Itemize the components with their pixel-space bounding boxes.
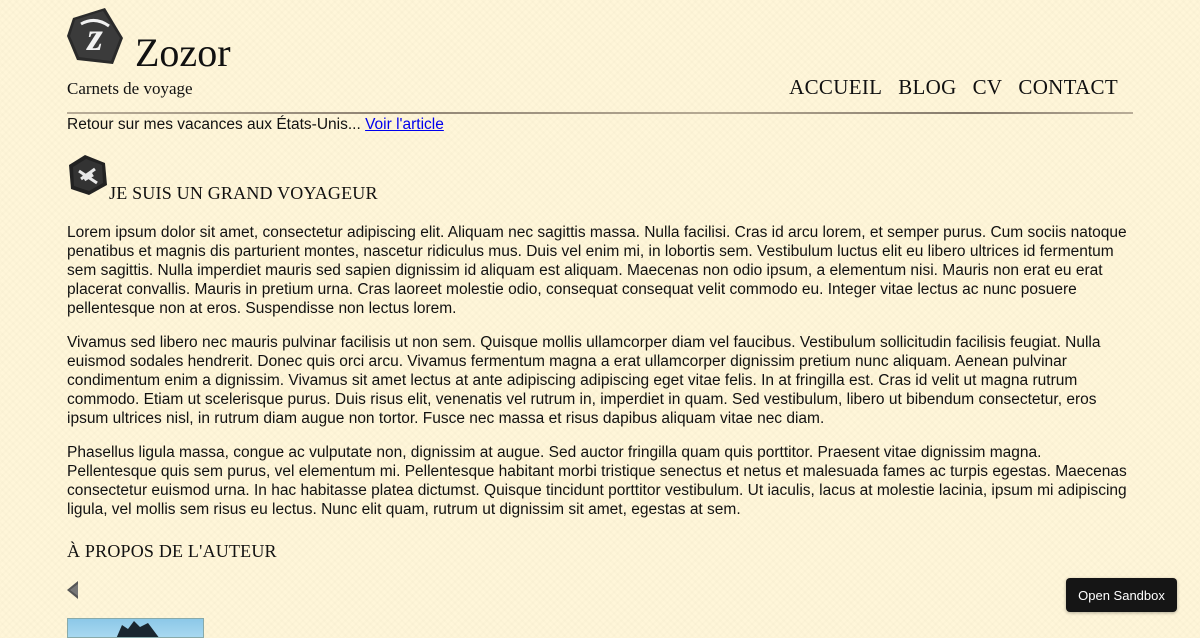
article-body bbox=[67, 223, 1133, 534]
nav-item-accueil[interactable]: ACCUEIL bbox=[789, 75, 883, 99]
author-photo bbox=[67, 618, 204, 638]
header-divider bbox=[67, 112, 1133, 114]
about-author-title: À PROPOS DE L'AUTEUR bbox=[67, 541, 277, 561]
author-photo-silhouette bbox=[68, 619, 204, 638]
announcement-banner bbox=[67, 116, 444, 134]
nav-item-blog[interactable]: BLOG bbox=[898, 75, 957, 99]
zozor-logo-icon[interactable] bbox=[67, 8, 125, 68]
read-article-link[interactable]: Voir l'article bbox=[365, 116, 444, 133]
open-sandbox-button[interactable]: Open Sandbox bbox=[1066, 578, 1177, 612]
site-title[interactable]: Zozor bbox=[135, 30, 231, 75]
nav-item-contact[interactable]: CONTACT bbox=[1018, 75, 1118, 99]
site-header bbox=[67, 0, 1133, 114]
nav-item-cv[interactable]: CV bbox=[972, 75, 1003, 99]
page-container bbox=[67, 0, 1133, 561]
article-paragraph: Phasellus ligula massa, congue ac vulputate non, dignissim at augue. Sed auctor fringilla quam quis porttitor. Praesent vitae dignissim magna. Pellentesque quis sem purus, vel elementum mi. Pellentesque habitant morbi tristique senectus et netus et malesuada fames ac turpis egestas. Maecenas consectetur euismod urna. In hac habitasse platea dictumst. Quisque tincidunt porttitor vestibulum. Ut iaculis, lacus at molestie lacinia, ipsum mi adipiscing ligula, vel mollis sem risus eu lectus. Nunc elit quam, rutrum ut dignissim sit amet, egestas at sem. bbox=[67, 444, 1127, 518]
article-title: JE SUIS UN GRAND VOYAGEUR bbox=[109, 183, 378, 203]
svg-text:z: z bbox=[87, 14, 103, 59]
triangle-left-icon[interactable] bbox=[67, 581, 79, 599]
main-nav bbox=[789, 75, 1118, 99]
announcement-text: Retour sur mes vacances aux États-Unis... bbox=[67, 116, 361, 133]
ticket-icon bbox=[67, 153, 109, 197]
article-paragraph: Lorem ipsum dolor sit amet, consectetur adipiscing elit. Aliquam nec sagittis massa. Nulla facilisi. Cras id arcu lorem, et semper purus. Cum sociis natoque penatibus et magnis dis parturient montes, nascetur ridiculus mus. Duis vel enim mi, in lobortis sem. Vestibulum luctus elit eu libero ultrices id fermentum sem sagittis. Nulla imperdiet mauris sed sapien dignissim id aliquam est aliquam. Maecenas non odio ipsum, a elementum nisi. Mauris non erat eu erat placerat convallis. Mauris in pretium urna. Cras laoreet molestie odio, consequat consequat velit commodo eu. Integer vitae lectus ac nunc posuere pellentesque non at eros. Suspendisse non lectus lorem. bbox=[67, 224, 1127, 317]
site-tagline: Carnets de voyage bbox=[67, 79, 193, 98]
article-paragraph: Vivamus sed libero nec mauris pulvinar facilisis ut non sem. Quisque mollis ullamcorper diam vel faucibus. Vestibulum sollicitudin facilisis feugiat. Nulla euismod sodales hendrerit. Donec quis orci arcu. Vivamus fermentum magna a erat ullamcorper dignissim pretium nunc aliquam. Aenean pulvinar condimentum enim a dignissim. Vivamus sit amet lectus at ante adipiscing adipiscing eget vitae felis. In at fringilla est. Cras id velit ut magna rutrum commodo. Etiam ut scelerisque purus. Duis risus elit, venenatis vel rutrum in, imperdiet in quam. Sed vestibulum, libero ut bibendum consectetur, eros ipsum ultrices nisl, in rutrum diam augue non tortor. Fusce nec massa et risus dapibus aliquam vitae nec diam. bbox=[67, 334, 1101, 427]
